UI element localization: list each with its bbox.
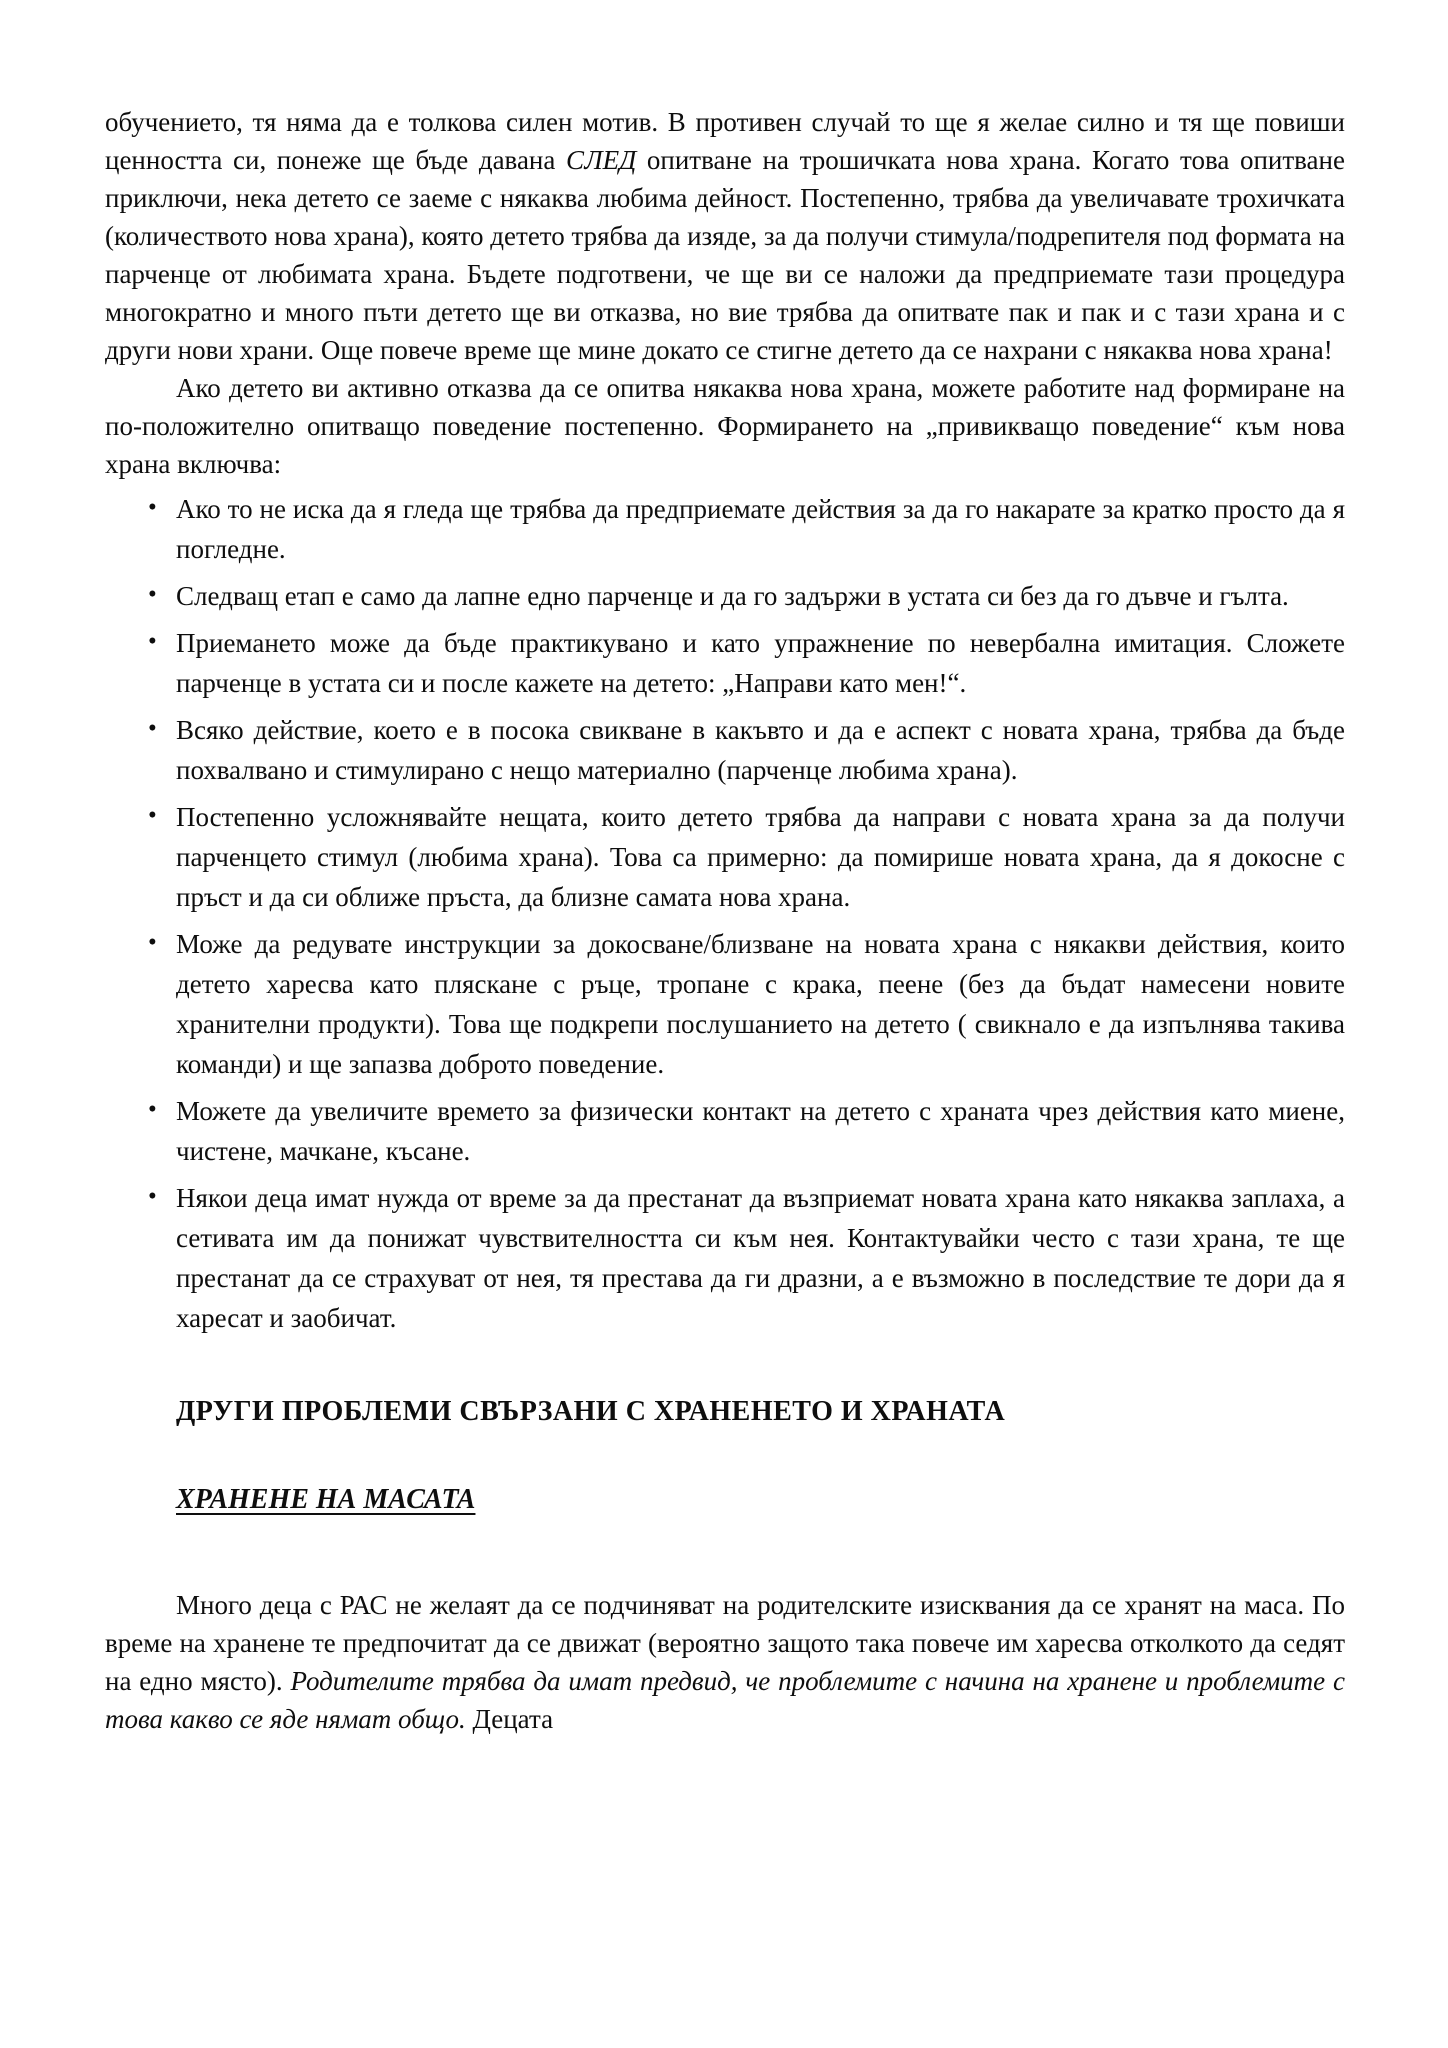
paragraph-table-feeding-intro xyxy=(105,1586,1345,1738)
list-item-text: Може да редувате инструкции за докосване/близване на новата храна с някакви действия, които детето харесва като пляскане с ръце, тропане с крака, пеене (без да бъдат намесени новите хранителни продукти). Това ще подкрепи послушанието на детето ( свикнало е да изпълнява такива команди) и ще запазва доброто поведение. xyxy=(176,929,1345,1079)
list-item xyxy=(148,576,1345,616)
sub-heading-table-feeding: ХРАНЕНЕ НА МАСАТА xyxy=(176,1484,476,1515)
bullet-icon: • xyxy=(148,802,157,829)
list-item xyxy=(148,924,1345,1084)
emphasized-word-after: СЛЕД xyxy=(565,145,637,175)
list-item xyxy=(148,710,1345,790)
bullet-icon: • xyxy=(148,1096,157,1123)
list-item-text: Можете да увеличите времето за физически контакт на детето с храната чрез действия като миене, чистене, мачкане, късане. xyxy=(176,1096,1345,1166)
list-item-text: Ако то не иска да я гледа ще трябва да предприемате действия за да го накарате за кратко просто да я погледне. xyxy=(176,494,1345,564)
paragraph-text: Много деца с РАС не желаят да се подчиняват на родителските изисквания да се хранят на маса. По време на хранене те предпочитат да се движат (вероятно защото така повече им харесва отколкото да седят на едно място). xyxy=(105,1590,1345,1696)
list-item xyxy=(148,489,1345,569)
paragraph-text: опитване на трошичката нова храна. Когато това опитване приключи, нека детето се заеме с някаква любима дейност. Постепенно, трябва да увеличавате трохичката (количеството нова храна), която детето трябва да изяде, за да получи стимула/подрепителя под формата на парченце от любимата храна. Бъдете подготвени, че ще ви се наложи да предприемате тази процедура многократно и много пъти детето ще ви отказва, но вие трябва да опитвате пак и пак и с тази храна и с други нови храни. Още повече време ще мине докато се стигне детето да се нахрани с някаква нова храна! xyxy=(105,145,1345,365)
emphasized-sentence-parents-note: Родителите трябва да имат предвид, че проблемите с начина на хранене и проблемите с това какво се яде нямат общо. xyxy=(105,1666,1345,1734)
bullet-icon: • xyxy=(148,1183,157,1210)
paragraph-new-food-training xyxy=(105,103,1345,369)
list-item xyxy=(148,1091,1345,1171)
list-item-text: Следващ етап е само да лапне едно парченце и да го задържи в устата си без да го дъвче и гълта. xyxy=(176,581,1289,611)
paragraph-shaping-behavior: Ако детето ви активно отказва да се опитва някаква нова храна, можете работите над формиране на по-положително опитващо поведение постепенно. Формирането на „привикващо поведение“ към нова храна включва: xyxy=(105,373,1345,479)
list-item xyxy=(148,1178,1345,1338)
list-item-text: Някои деца имат нужда от време за да престанат да възприемат новата храна като някаква заплаха, а сетивата им да понижат чувствителността си към нея. Контактувайки често с тази храна, те ще престанат да се страхуват от нея, тя престава да ги дразни, а е възможно в последствие те дори да я харесат и заобичат. xyxy=(176,1183,1345,1333)
bullet-icon: • xyxy=(148,628,157,655)
bullet-icon: • xyxy=(148,715,157,742)
habituation-steps-list xyxy=(105,489,1345,1338)
list-item-text: Всяко действие, което е в посока свикване в какъвто и да е аспект с новата храна, трябва да бъде похвалвано и стимулирано с нещо материално (парченце любима храна). xyxy=(176,715,1345,785)
paragraph-text: обучението, тя няма да е толкова силен мотив. В противен случай то ще я желае силно и тя ще повиши ценността си, понеже ще бъде давана xyxy=(105,107,1345,175)
list-item-text: Постепенно усложнявайте нещата, които детето трябва да направи с новата храна за да получи парченцето стимул (любима храна). Това са примерно: да помирише новата храна, да я докосне с пръст и да си оближе пръста, да близне самата нова храна. xyxy=(176,802,1345,912)
bullet-icon: • xyxy=(148,494,157,521)
list-item xyxy=(148,797,1345,917)
list-item-text: Приемането може да бъде практикувано и като упражнение по невербална имитация. Сложете парченце в устата си и после кажете на детето: „Направи като мен!“. xyxy=(176,628,1345,698)
bullet-icon: • xyxy=(148,581,157,608)
section-heading-other-problems: ДРУГИ ПРОБЛЕМИ СВЪРЗАНИ С ХРАНЕНЕТО И ХРАНАТА xyxy=(176,1396,1006,1427)
paragraph-text: Децата xyxy=(465,1704,554,1734)
list-item xyxy=(148,623,1345,703)
bullet-icon: • xyxy=(148,929,157,956)
